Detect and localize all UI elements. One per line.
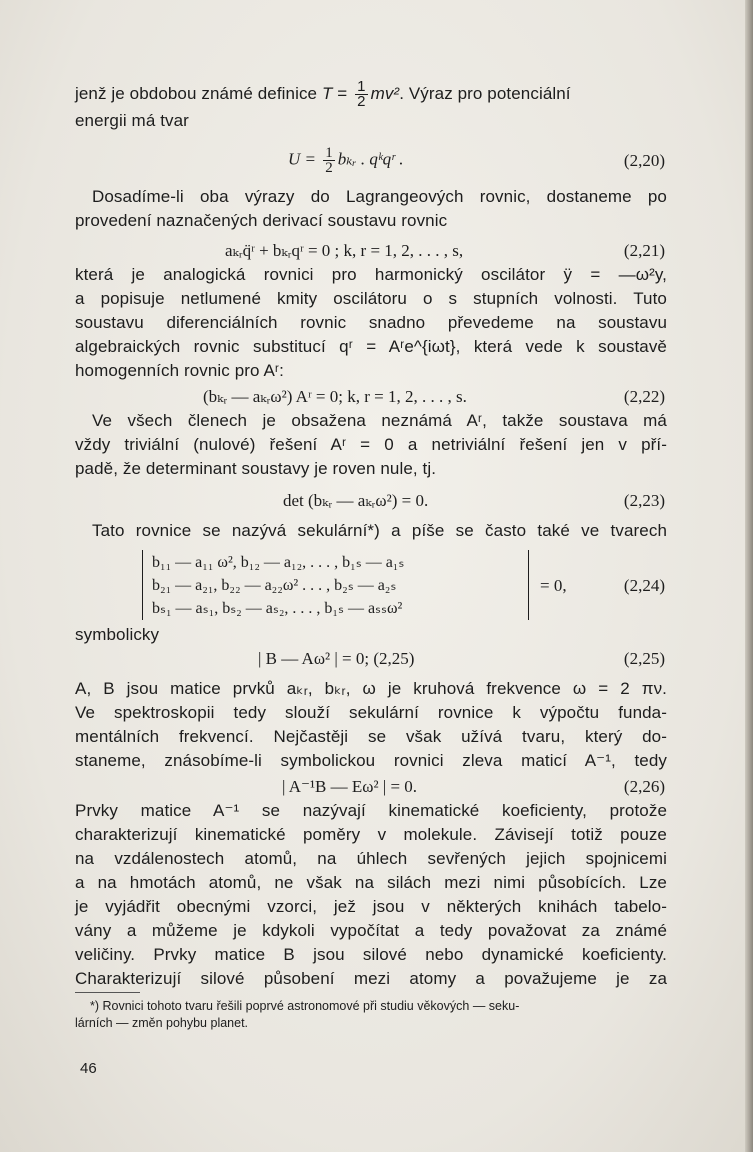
text-line: a popisuje netlumené kmity oscilátoru o s stupních volnosti. Tuto [75, 289, 667, 308]
text-line: Dosadíme-li oba výrazy do Lagrangeových rovnic, dostaneme po [92, 187, 667, 206]
equation-number: (2,23) [623, 491, 665, 510]
text-line: provedení naznačených derivací soustavu rovnic [75, 211, 448, 230]
text-line: padě, že determinant soustavy je roven nule, tj. [75, 459, 437, 478]
equation-2-23: det (bₖᵣ — aₖᵣω²) = 0. [283, 491, 429, 510]
fraction-denominator: 2 [325, 160, 333, 176]
math-expression: bₖᵣ . qᵏqʳ . [337, 149, 404, 169]
equation-2-20 [288, 146, 403, 175]
text-line: Charakterizují silové působení mezi atomy a považujeme je za [75, 969, 667, 988]
text-line: vány a můžeme je kdykoli vypočítat a tedy považovat za známé [75, 921, 667, 940]
text-line: Ve spektroskopii tedy slouží sekulární rovnice k výpočtu funda- [75, 703, 667, 722]
fraction [355, 80, 367, 109]
equation-number: (2,20) [623, 151, 665, 170]
text-line: homogenních rovnic pro Aʳ: [75, 361, 284, 380]
fraction-denominator: 2 [357, 93, 366, 110]
equation-2-25: | B — Aω² | = 0; (2,25) [258, 649, 415, 668]
text-line: A, B jsou matice prvků aₖᵣ, bₖᵣ, ω je kruhová frekvence ω = 2 πν. [75, 679, 667, 698]
math-symbol: T [321, 83, 333, 103]
footnote-rule [75, 992, 140, 993]
footnote-line: *) Rovnici tohoto tvaru řešili poprvé astronomové při studiu věkových — seku- [90, 999, 520, 1013]
text-line: energii má tvar [75, 111, 189, 130]
text-line [75, 80, 667, 109]
text-segment: = [332, 83, 353, 103]
fraction [323, 146, 335, 175]
math-symbol: mv² [370, 83, 400, 103]
determinant-row: bₛ₁ — aₛ₁, bₛ₂ — aₛ₂, . . . , b₁ₛ — aₛₛω² [152, 600, 403, 617]
determinant-left-bar [142, 550, 143, 620]
page-number: 46 [80, 1060, 97, 1077]
text-line: vždy triviální (nulové) řešení Aʳ = 0 a netriviální řešení jen v pří- [75, 435, 667, 454]
determinant-rhs: = 0, [540, 576, 567, 595]
text-line: symbolicky [75, 625, 160, 644]
text-line: mentálních frekvencí. Nejčastěji se však užívá tvaru, který do- [75, 727, 667, 746]
text-line: Ve všech členech je obsažena neznámá Aʳ, takže soustava má [92, 411, 667, 430]
determinant-row: b₁₁ — a₁₁ ω², b₁₂ — a₁₂, . . . , b₁ₛ — a₁ₛ [152, 554, 405, 571]
equation-number: (2,25) [623, 649, 665, 668]
text-line: staneme, znásobíme-li symbolickou rovnici zleva maticí A⁻¹, tedy [75, 751, 667, 770]
determinant-row: b₂₁ — a₂₁, b₂₂ — a₂₂ω² . . . , b₂ₛ — a₂ₛ [152, 577, 397, 594]
equation-number: (2,24) [623, 576, 665, 595]
text-line: soustavu diferenciálních rovnic snadno převedeme na soustavu [75, 313, 667, 332]
equation-number: (2,22) [623, 387, 665, 406]
equation-2-21: aₖᵣq̈ʳ + bₖᵣqʳ = 0 ; k, r = 1, 2, . . . , s, [225, 241, 464, 260]
fraction-numerator: 1 [357, 78, 366, 95]
text-line: která je analogická rovnici pro harmonický oscilátor ÿ = —ω²y, [75, 265, 667, 284]
equation-2-22: (bₖᵣ — aₖᵣω²) Aʳ = 0; k, r = 1, 2, . . . , s. [203, 387, 467, 406]
determinant-right-bar [528, 550, 529, 620]
text-segment: jenž je obdobou známé definice [75, 83, 322, 103]
page-edge [745, 0, 753, 1152]
equation-number: (2,21) [623, 241, 665, 260]
text-line: na vzdálenostech atomů, na úhlech sevřených jejich spojnicemi [75, 849, 667, 868]
fraction-numerator: 1 [325, 145, 333, 161]
text-segment: . Výraz pro potenciální [399, 83, 571, 103]
text-line: charakterizují kinematické poměry v molekule. Závisejí totiž pouze [75, 825, 667, 844]
text-line: a na hmotách atomů, ne však na silách mezi nimi působících. Lze [75, 873, 667, 892]
text-line: veličiny. Prvky matice B jsou silové nebo dynamické koeficienty. [75, 945, 667, 964]
text-line: Prvky matice A⁻¹ se nazývají kinematické koeficienty, protože [75, 801, 667, 820]
text-line: je vyjádřit obecnými vzorci, jež jsou v některých knihách tabelo- [75, 897, 667, 916]
footnote-line: lárních — změn pohybu planet. [75, 1016, 249, 1030]
math-symbol: U = [288, 149, 321, 169]
equation-number: (2,26) [623, 777, 665, 796]
text-line: algebraických rovnic substitucí qʳ = Aʳe^{iωt}, která vede k soustavě [75, 337, 667, 356]
equation-2-26: | A⁻¹B — Eω² | = 0. [282, 777, 418, 796]
text-line: Tato rovnice se nazývá sekulární*) a píše se často také ve tvarech [92, 521, 667, 540]
